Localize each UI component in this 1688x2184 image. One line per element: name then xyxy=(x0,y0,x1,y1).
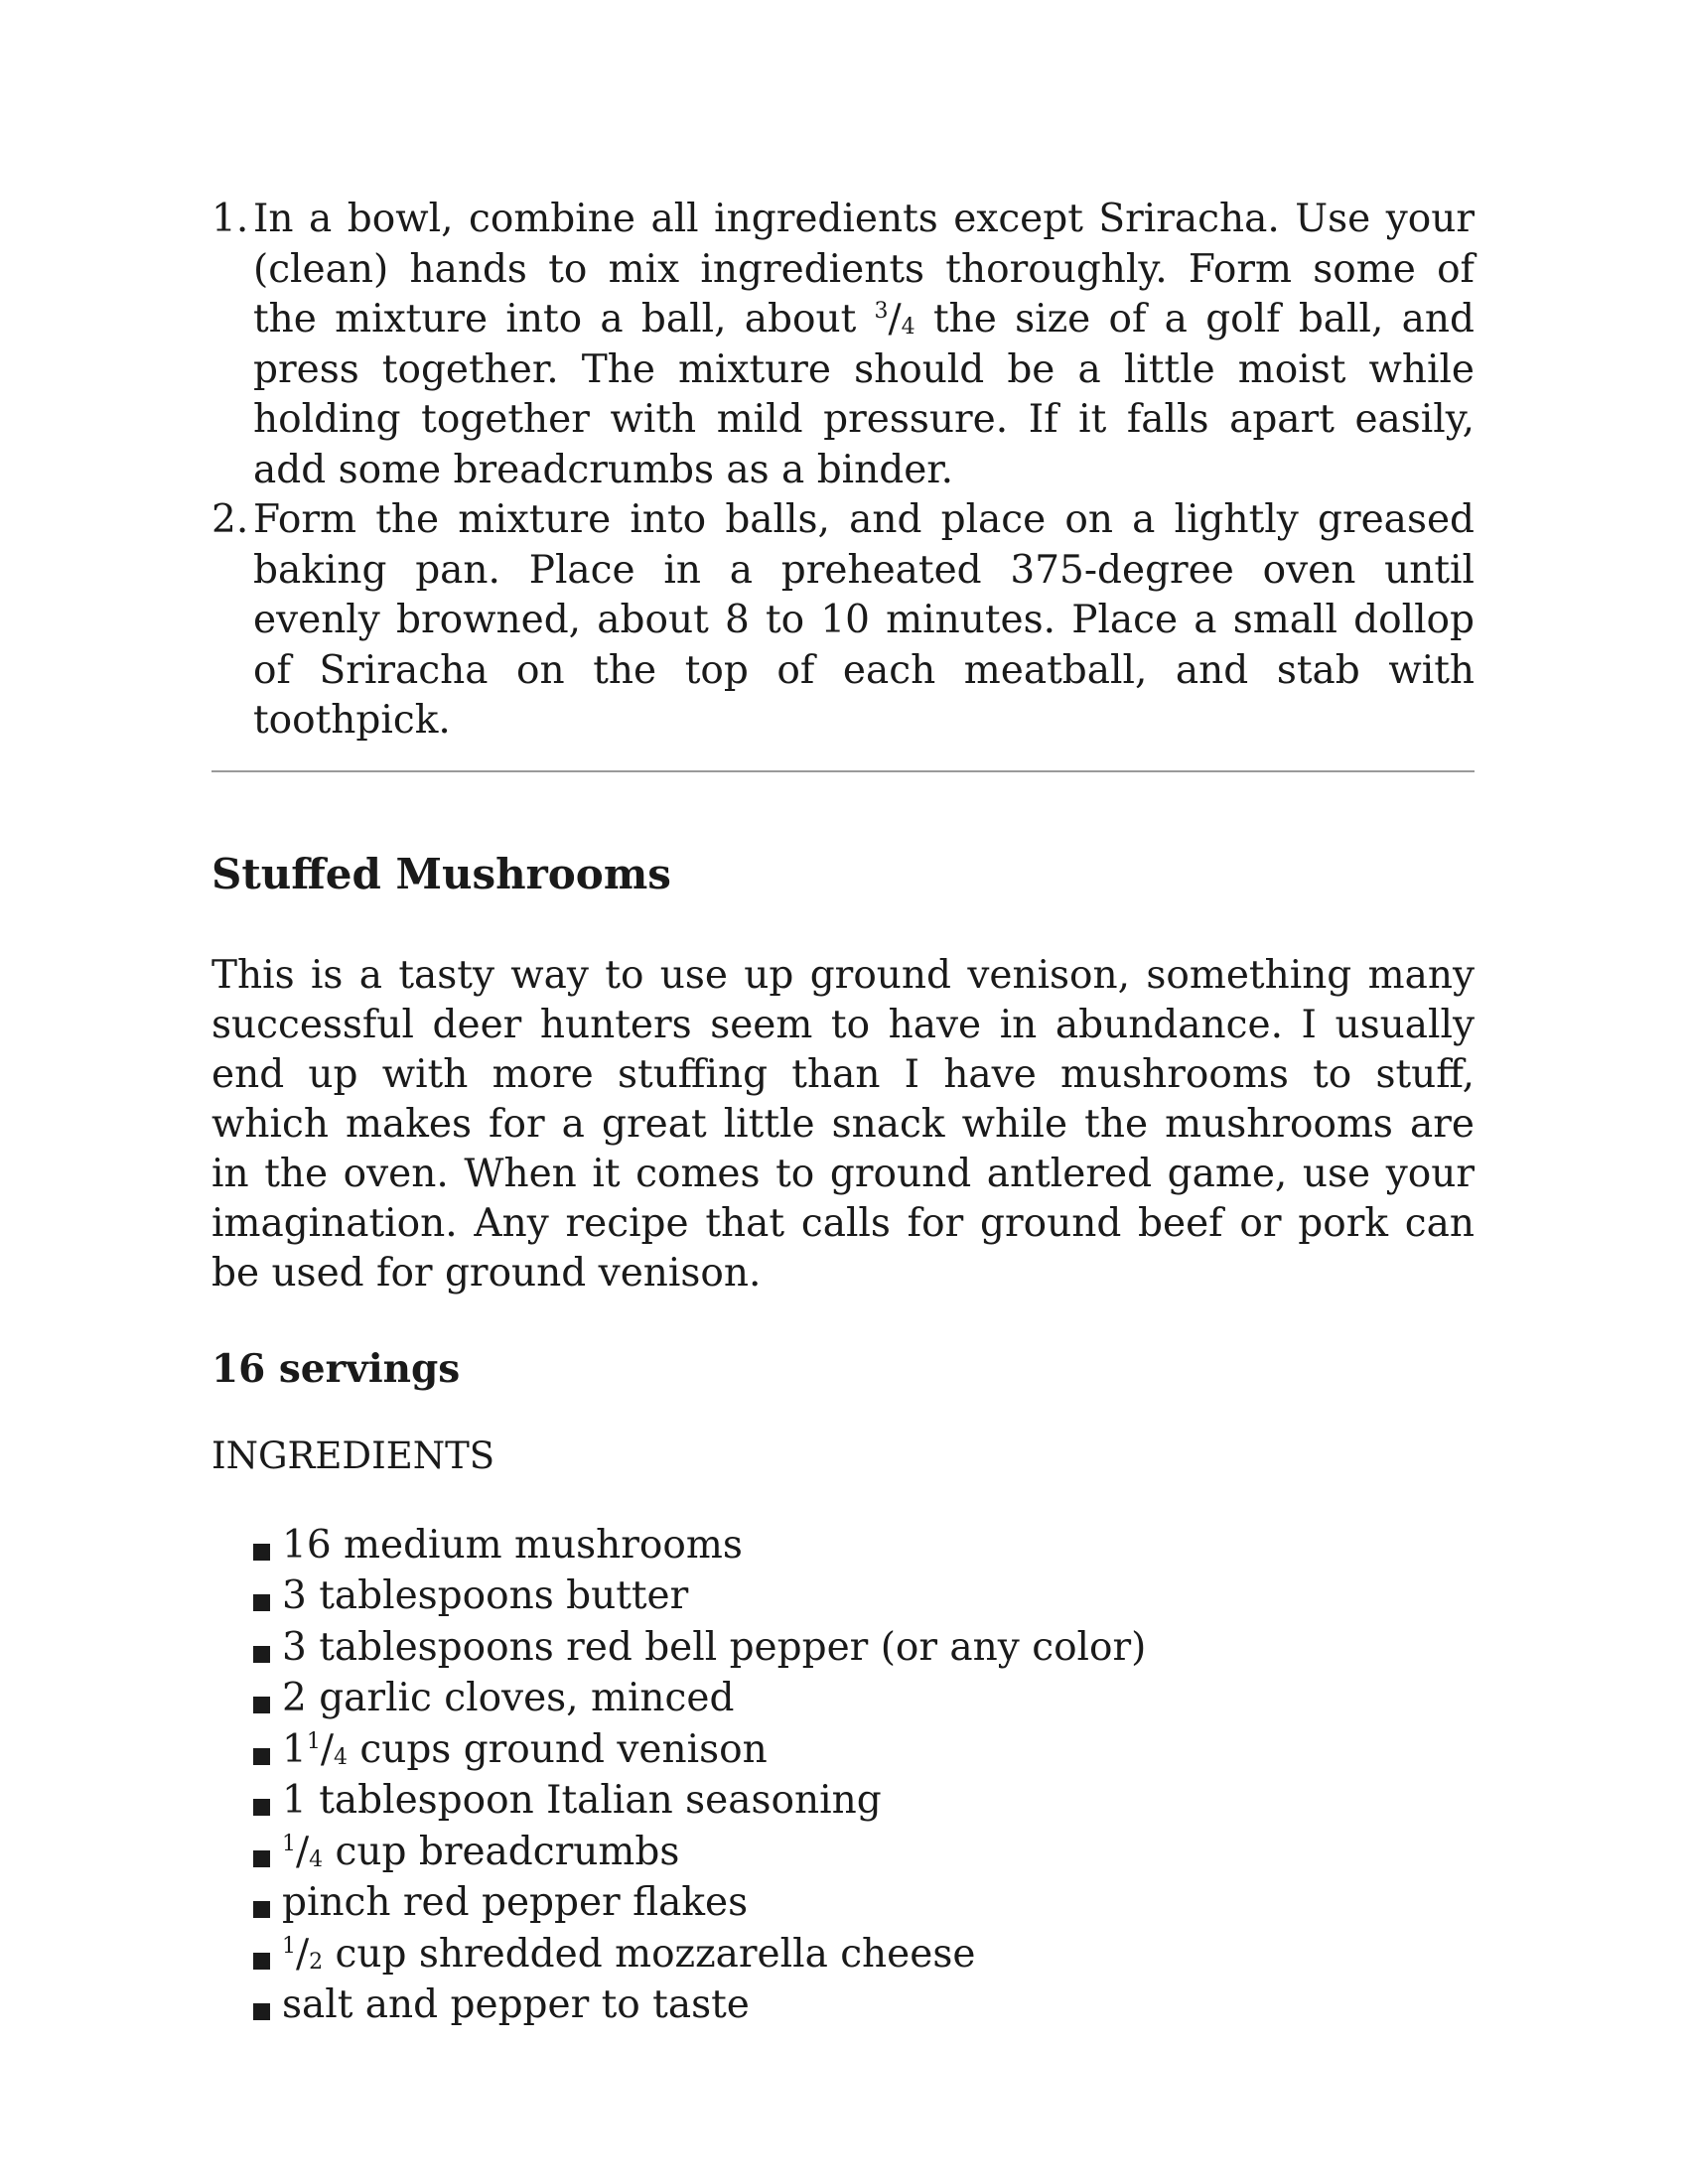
ingredient-text: 3 tablespoons butter xyxy=(282,1573,689,1619)
fraction: $^3/_4$ xyxy=(874,297,915,341)
square-bullet-icon xyxy=(253,1799,270,1816)
square-bullet-icon xyxy=(253,2003,270,2020)
fraction: $^1/_4$ xyxy=(282,1829,324,1874)
direction-step xyxy=(211,495,1475,747)
square-bullet-icon xyxy=(253,1850,270,1867)
ingredient-whole-number: 1 xyxy=(282,1726,307,1772)
step-number: 2. xyxy=(211,497,249,542)
fraction-denominator: 4 xyxy=(901,315,915,340)
ingredient-text: pinch red pepper flakes xyxy=(282,1880,749,1926)
ingredient-item xyxy=(253,1827,1475,1878)
square-bullet-icon xyxy=(253,1646,270,1663)
ingredient-item xyxy=(253,1520,1475,1571)
directions-list xyxy=(211,195,1475,747)
ingredient-text: 1 tablespoon Italian seasoning xyxy=(282,1778,882,1824)
step-text: In a bowl, combine all ingredients except Sriracha. Use your (clean) hands to mix ingredients thoroughly. Form some of the mixture into a ball, about xyxy=(253,197,1475,341)
fraction-numerator: 1 xyxy=(282,1933,296,1959)
ingredient-text: salt and pepper to taste xyxy=(282,1982,750,2028)
ingredient-item xyxy=(253,1979,1475,2031)
step-number: 1. xyxy=(211,197,249,241)
square-bullet-icon xyxy=(253,1594,270,1611)
fraction: $^1/_2$ xyxy=(282,1931,324,1977)
servings: 16 servings xyxy=(211,1345,461,1392)
fraction: $^1/_4$ xyxy=(306,1726,348,1772)
ingredient-text: cup breadcrumbs xyxy=(323,1829,680,1874)
ingredient-text: 16 medium mushrooms xyxy=(282,1522,743,1568)
square-bullet-icon xyxy=(253,1953,270,1970)
ingredient-item xyxy=(253,1622,1475,1674)
recipe-title: Stuffed Mushrooms xyxy=(211,849,671,898)
square-bullet-icon xyxy=(253,1544,270,1561)
fraction-denominator: 4 xyxy=(333,1744,348,1770)
ingredient-item xyxy=(253,1570,1475,1622)
ingredients-list xyxy=(211,1520,1475,2031)
square-bullet-icon xyxy=(253,1697,270,1713)
ingredient-item xyxy=(253,1929,1475,1980)
ingredient-item xyxy=(253,1673,1475,1724)
direction-step xyxy=(211,195,1475,495)
recipe-page xyxy=(211,195,1475,2031)
ingredient-text: 2 garlic cloves, minced xyxy=(282,1676,735,1721)
ingredient-text: cups ground venison xyxy=(347,1726,768,1772)
ingredient-item xyxy=(253,1724,1475,1776)
section-divider xyxy=(211,770,1475,772)
ingredient-item xyxy=(253,1877,1475,1929)
square-bullet-icon xyxy=(253,1748,270,1765)
step-text: Form the mixture into balls, and place on a lightly greased baking pan. Place in a preheated 375-degree oven until evenly browned, about 8 to 10 minutes. Place a small dollop of Sriracha on the top of each meatball, and stab with toothpick. xyxy=(253,497,1475,743)
ingredient-item xyxy=(253,1775,1475,1827)
step-text: the size of a golf ball, and press together. The mixture should be a little moist while holding together with mild pressure. If it falls apart easily, add some breadcrumbs as a binder. xyxy=(253,297,1475,492)
fraction-numerator: 1 xyxy=(282,1831,296,1856)
fraction-denominator: 4 xyxy=(309,1846,324,1872)
fraction-numerator: 3 xyxy=(874,299,889,324)
recipe-intro: This is a tasty way to use up ground venison, something many successful deer hunters seem to have in abundance. I usually end up with more stuffing than I have mushrooms to stuff, which makes for a great little snack while the mushrooms are in the oven. When it comes to ground antlered game, use your imagination. Any recipe that calls for ground beef or pork can be used for ground venison. xyxy=(211,952,1475,1296)
ingredients-heading: INGREDIENTS xyxy=(211,1433,495,1477)
square-bullet-icon xyxy=(253,1901,270,1918)
ingredient-text: 3 tablespoons red bell pepper (or any color) xyxy=(282,1624,1147,1670)
ingredient-text: cup shredded mozzarella cheese xyxy=(323,1931,976,1977)
fraction-numerator: 1 xyxy=(306,1728,321,1754)
fraction-denominator: 2 xyxy=(309,1949,324,1975)
